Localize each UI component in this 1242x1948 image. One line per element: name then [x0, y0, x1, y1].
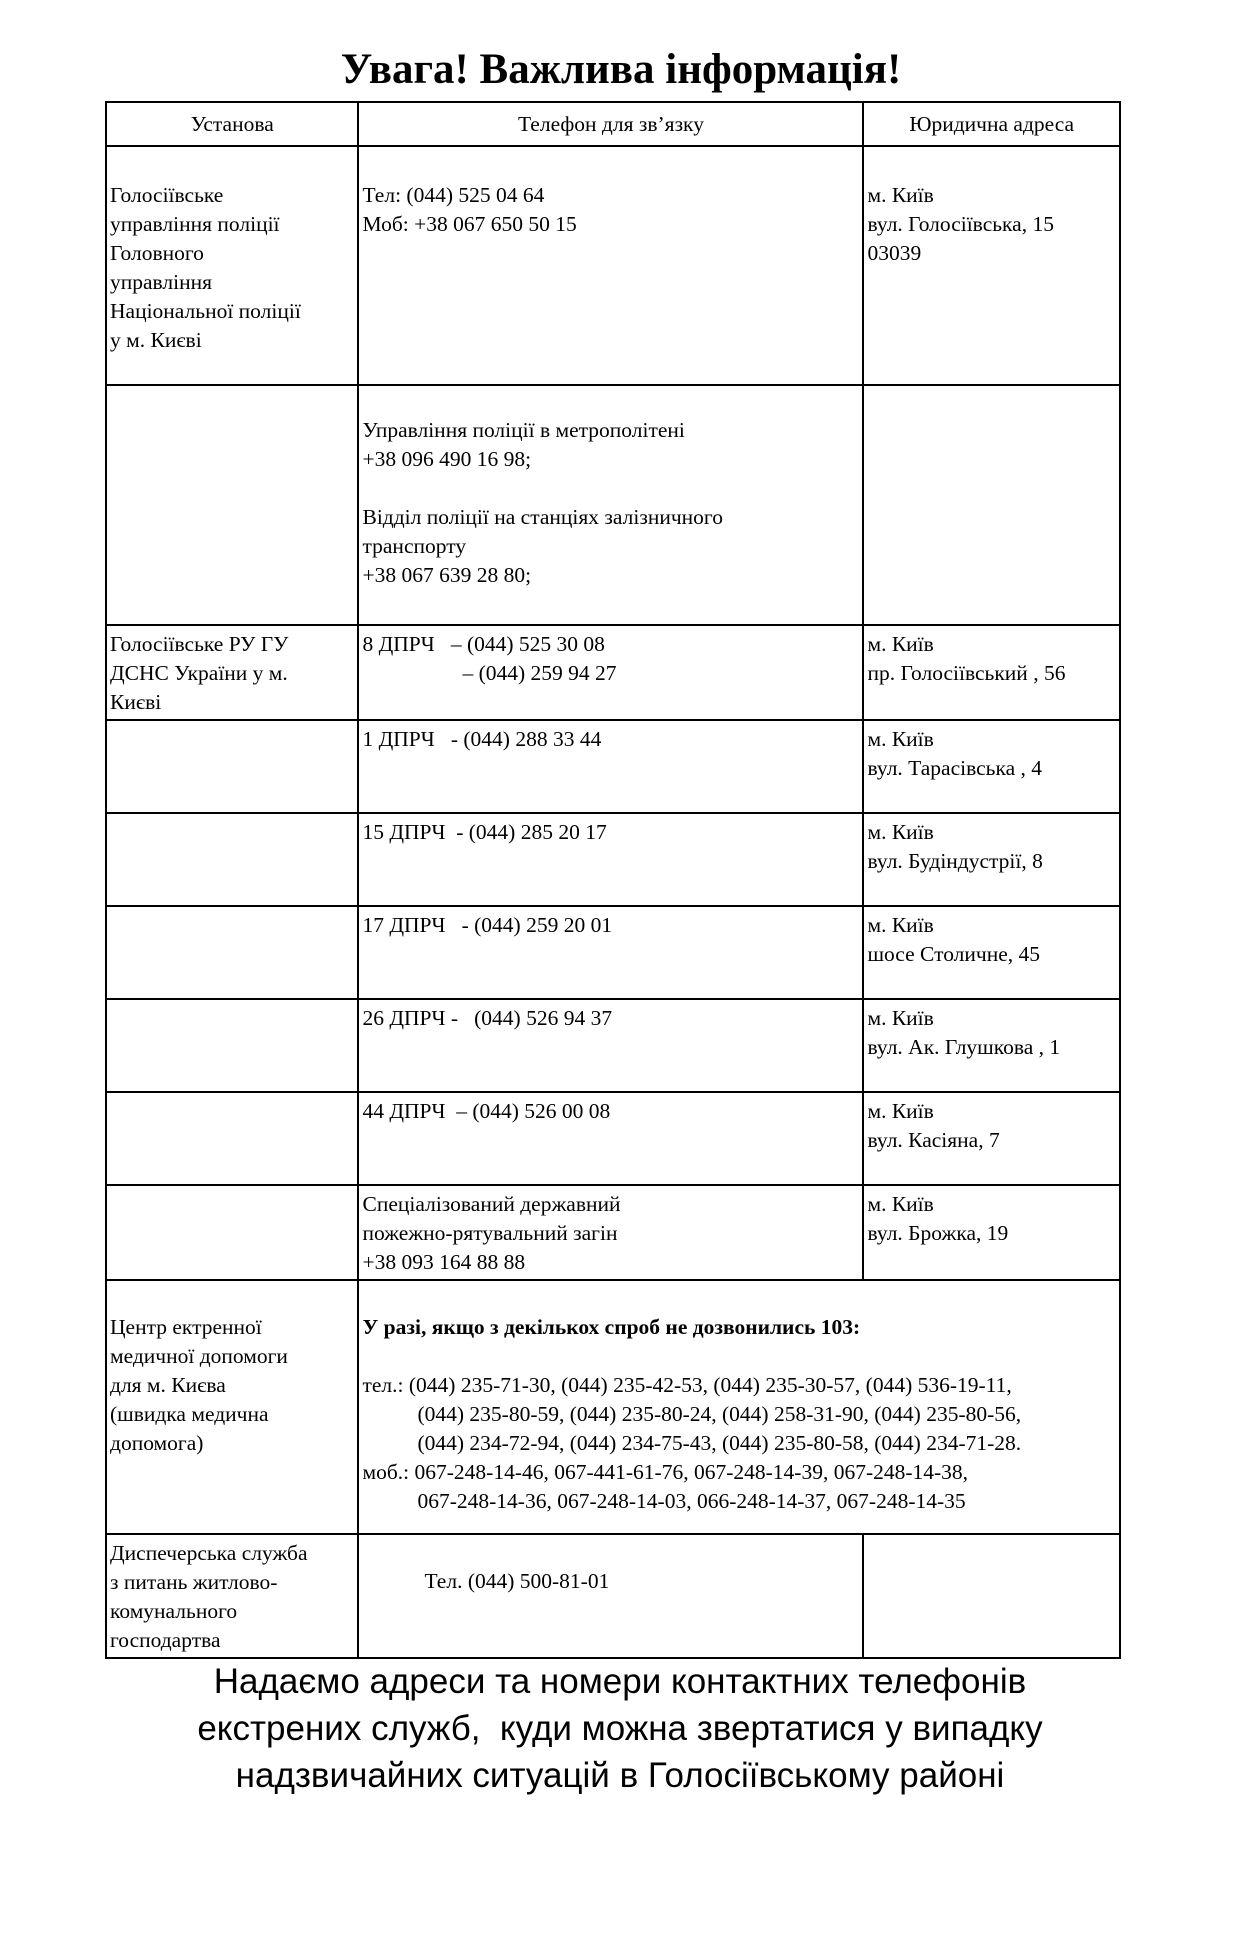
phone-cell: Спеціалізований державний пожежно-рятувальний загін +38 093 164 88 88 — [358, 1185, 863, 1280]
table-row — [106, 813, 1120, 906]
address-cell: м. Київ вул. Голосіївська, 15 03039 — [863, 146, 1120, 385]
address-cell: м. Київ вул. Брожка, 19 — [863, 1185, 1120, 1280]
institution-cell: Голосіївське управління поліції Головного управління Національної поліції у м. Києві — [106, 146, 358, 385]
ambulance-heading: У разі, якщо з декількох спроб не дозвонились 103: — [362, 1315, 861, 1339]
phone-cell: 17 ДПРЧ - (044) 259 20 01 — [358, 906, 863, 999]
address-cell — [863, 385, 1120, 625]
table-row — [106, 1092, 1120, 1185]
header-phone: Телефон для зв’язку — [358, 102, 863, 146]
table-row — [106, 1185, 1120, 1280]
institution-cell — [106, 385, 358, 625]
institution-cell — [106, 999, 358, 1092]
institution-cell — [106, 1185, 358, 1280]
header-address: Юридична адреса — [863, 102, 1120, 146]
address-cell: м. Київ вул. Будіндустрії, 8 — [863, 813, 1120, 906]
address-cell — [863, 1534, 1120, 1658]
address-cell: м. Київ шосе Столичне, 45 — [863, 906, 1120, 999]
footer-note: Надаємо адреси та номери контактних телефонів екстрених служб, куди можна звертатися у випадку надзвичайних ситуацій в Голосіївському районі — [197, 1662, 1043, 1795]
institution-cell — [106, 906, 358, 999]
header-institution: Установа — [106, 102, 358, 146]
ambulance-phones-cell: У разі, якщо з декількох спроб не дозвонились 103: тел.: (044) 235-71-30, (044) 235-42-53, (044) 235-30-57, (044) 536-19-11, (044) 235-80-59, (044) 235-80-24, (044) 258-31-90, (044) 235-80-56, (044) 234-72-94, (044) 234-75-43, (044) 235-80-58, (044) 234-71-28. моб.: 067-248-14-46, 067-441-61-76, 067-248-14-39, 067-248-14-38, 067-248-14-36, 067-248-14-03, 066-248-14-37, 067-248-14-35 — [358, 1280, 1120, 1534]
table-row — [106, 146, 1120, 385]
institution-cell: Центр ектренної медичної допомоги для м. Києва (швидка медична допомога) — [106, 1280, 358, 1534]
table-row — [106, 1534, 1120, 1658]
institution-cell — [106, 1092, 358, 1185]
institution-cell — [106, 813, 358, 906]
address-cell: м. Київ вул. Ак. Глушкова , 1 — [863, 999, 1120, 1092]
page-title: Увага! Важлива інформація! — [340, 46, 902, 93]
address-cell: м. Київ пр. Голосіївський , 56 — [863, 625, 1120, 720]
phone-cell: 8 ДПРЧ – (044) 525 30 08 – (044) 259 94 27 — [358, 625, 863, 720]
address-cell: м. Київ вул. Тарасівська , 4 — [863, 720, 1120, 813]
phone-cell: 44 ДПРЧ – (044) 526 00 08 — [358, 1092, 863, 1185]
table-row — [106, 625, 1120, 720]
table-header-row — [106, 102, 1120, 146]
phone-cell: 1 ДПРЧ - (044) 288 33 44 — [358, 720, 863, 813]
institution-cell — [106, 720, 358, 813]
phone-cell: Тел: (044) 525 04 64 Моб: +38 067 650 50 15 — [358, 146, 863, 385]
table-row — [106, 720, 1120, 813]
table-row — [106, 1280, 1120, 1534]
institution-cell: Голосіївське РУ ГУ ДСНС України у м. Києві — [106, 625, 358, 720]
table-row — [106, 906, 1120, 999]
phone-cell: Тел. (044) 500-81-01 — [358, 1534, 863, 1658]
phone-cell: Управління поліції в метрополітені +38 096 490 16 98; Відділ поліції на станціях залізничного транспорту +38 067 639 28 80; — [358, 385, 863, 625]
table-row — [106, 385, 1120, 625]
phone-cell: 26 ДПРЧ - (044) 526 94 37 — [358, 999, 863, 1092]
institution-cell: Диспечерська служба з питань житлово- комунального господартва — [106, 1534, 358, 1658]
table-row — [106, 999, 1120, 1092]
contacts-table — [105, 101, 1121, 1659]
phone-cell: 15 ДПРЧ - (044) 285 20 17 — [358, 813, 863, 906]
address-cell: м. Київ вул. Касіяна, 7 — [863, 1092, 1120, 1185]
